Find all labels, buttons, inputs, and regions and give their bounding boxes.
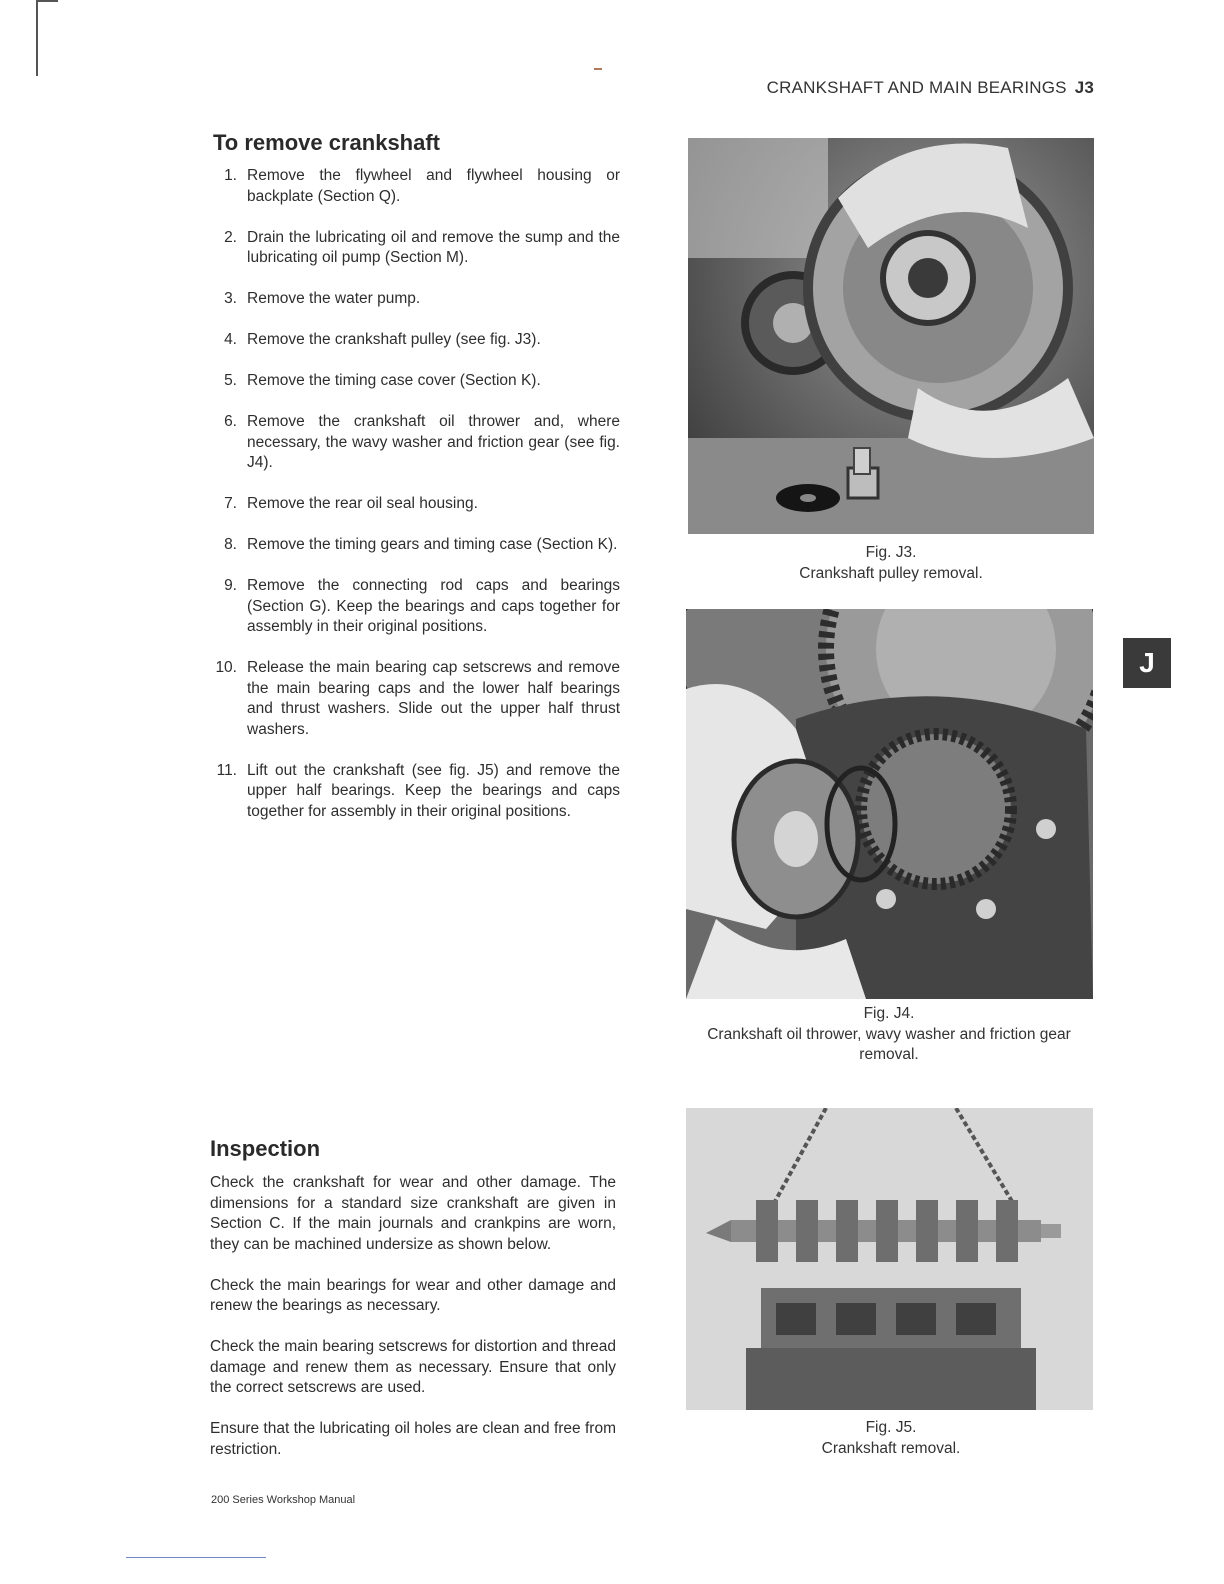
figure-j3-caption <box>688 543 1094 584</box>
section-thumb-tab[interactable]: J <box>1123 638 1171 688</box>
list-item <box>210 228 620 269</box>
inspection-body <box>210 1173 616 1481</box>
list-item <box>210 166 620 207</box>
step-text: Remove the crankshaft pulley (see fig. J3). <box>247 331 541 348</box>
list-item <box>210 289 620 310</box>
step-text: Release the main bearing cap setscrews and remove the main bearing caps and the lower half bearings and thrust washers. Slide out the upper half thrust washers. <box>247 659 620 738</box>
running-head <box>767 78 1094 98</box>
step-text: Remove the rear oil seal housing. <box>247 495 478 512</box>
footer-text: 200 Series Workshop Manual <box>211 1494 356 1506</box>
step-number: 3. <box>224 290 237 307</box>
step-number: 8. <box>224 536 237 553</box>
step-number: 11. <box>216 761 237 779</box>
scan-corner-mark <box>36 0 58 2</box>
list-item <box>210 412 620 474</box>
figure-caption-text: Crankshaft oil thrower, wavy washer and friction gear removal. <box>707 1025 1071 1063</box>
step-text: Remove the timing case cover (Section K). <box>247 372 541 389</box>
figure-j5-photo <box>686 1108 1093 1410</box>
figure-j5-caption <box>688 1418 1094 1459</box>
list-item <box>210 494 620 515</box>
figure-caption-text: Crankshaft removal. <box>821 1439 961 1457</box>
step-number: 10. <box>215 659 237 676</box>
figure-label: Fig. J3. <box>865 544 917 561</box>
step-number: 6. <box>224 413 237 430</box>
scan-mark <box>594 68 602 70</box>
section-heading-remove: To remove crankshaft <box>213 130 441 155</box>
paragraph: Check the main bearings for wear and other damage and renew the bearings as necessary. <box>210 1276 616 1314</box>
figure-j3-photo <box>688 138 1094 534</box>
step-number: 2. <box>224 228 237 246</box>
page-number: J3 <box>1074 78 1094 97</box>
running-head-title: CRANKSHAFT AND MAIN BEARINGS <box>766 78 1067 97</box>
step-text: Remove the water pump. <box>247 290 421 307</box>
list-item <box>210 371 620 392</box>
step-text: Drain the lubricating oil and remove the sump and the lubricating oil pump (Section M). <box>247 228 620 266</box>
step-number: 7. <box>224 495 237 512</box>
footer-rule <box>126 1557 266 1558</box>
paragraph: Ensure that the lubricating oil holes are clean and free from restriction. <box>210 1420 616 1458</box>
step-text: Remove the flywheel and flywheel housing or backplate (Section Q). <box>247 167 620 205</box>
step-number: 4. <box>224 331 237 348</box>
figure-j4-photo <box>686 609 1093 999</box>
section-heading-inspection: Inspection <box>210 1136 321 1161</box>
list-item <box>210 535 620 556</box>
list-item <box>210 658 620 740</box>
step-text: Remove the crankshaft oil thrower and, where necessary, the wavy washer and friction gear (see fig. J4). <box>247 413 620 471</box>
paragraph: Check the main bearing setscrews for distortion and thread damage and renew them as necessary. Ensure that only the correct setscrews are used. <box>210 1338 616 1396</box>
list-item <box>210 330 620 351</box>
figure-j4-caption <box>682 1004 1096 1066</box>
list-item <box>210 576 620 638</box>
scan-corner-mark <box>36 0 38 76</box>
list-item <box>210 761 620 823</box>
step-text: Remove the timing gears and timing case (Section K). <box>247 536 618 553</box>
step-number: 1. <box>224 167 237 184</box>
step-number: 9. <box>224 577 237 594</box>
figure-label: Fig. J4. <box>863 1005 915 1022</box>
figure-caption-text: Crankshaft pulley removal. <box>799 564 983 582</box>
step-text: Lift out the crankshaft (see fig. J5) and remove the upper half bearings. Keep the bearings and caps together for assembly in their original positions. <box>247 761 620 820</box>
removal-steps-list <box>210 166 620 843</box>
paragraph: Check the crankshaft for wear and other damage. The dimensions for a standard size crankshaft are given in Section C. If the main journals and crankpins are worn, they can be machined undersize as shown below. <box>210 1174 616 1253</box>
figure-label: Fig. J5. <box>865 1419 917 1436</box>
step-text: Remove the connecting rod caps and bearings (Section G). Keep the bearings and caps together for assembly in their original positions. <box>247 577 620 635</box>
step-number: 5. <box>224 372 237 389</box>
